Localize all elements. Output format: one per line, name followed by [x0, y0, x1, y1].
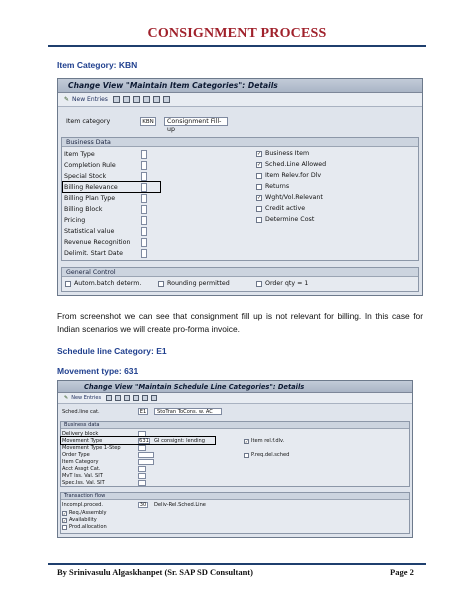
field-label: Pricing: [64, 217, 86, 224]
field-input[interactable]: [138, 466, 146, 472]
checkbox-label: Rounding permitted: [167, 280, 230, 287]
checkbox-label: Item Relev.for Dlv: [265, 172, 322, 179]
check-prod-allocation[interactable]: [62, 524, 107, 530]
delete-icon[interactable]: [123, 96, 130, 103]
toolbar: [58, 393, 412, 404]
details-icon[interactable]: [151, 395, 157, 401]
check-returns[interactable]: [256, 183, 289, 190]
next-entry-icon[interactable]: [142, 395, 148, 401]
checkbox[interactable]: [256, 184, 262, 190]
sched-line-description: StoTran ToCons. w. AC: [154, 408, 222, 415]
undo-icon[interactable]: [124, 395, 130, 401]
pricing-input[interactable]: [141, 216, 147, 225]
completion-rule-input[interactable]: [141, 161, 147, 170]
field-statistical-value: [64, 227, 147, 236]
revenue-recognition-input[interactable]: [141, 238, 147, 247]
next-entry-icon[interactable]: [153, 96, 160, 103]
checkbox[interactable]: ✓: [257, 161, 262, 168]
field-label: Delivery block: [62, 431, 99, 437]
checkbox-label: Autom.batch determ.: [74, 280, 142, 287]
field-completion-rule: [64, 161, 147, 170]
footer-author: By Srinivasulu Algaskhanpet (Sr. SAP SD Consultant): [57, 567, 253, 577]
new-entries-button[interactable]: New Entries: [71, 395, 102, 401]
field-input[interactable]: [138, 445, 146, 451]
billing-relevance-highlight: [62, 181, 161, 193]
field-billing-block: [64, 205, 147, 214]
copy-icon[interactable]: [106, 395, 112, 401]
field-label: MvT Iss. Val. SIT: [62, 473, 103, 479]
sap-item-categories-window: [57, 78, 423, 296]
footer-rule: [48, 563, 426, 565]
field-label: Completion Rule: [64, 162, 116, 169]
check-item-rel-dlv[interactable]: [244, 438, 284, 444]
check-autom-batch[interactable]: [65, 280, 141, 287]
check-credit-active[interactable]: [256, 205, 305, 212]
copy-icon[interactable]: [113, 96, 120, 103]
sl-field-row: [62, 445, 146, 451]
field-pricing: [64, 216, 147, 225]
window-title: Change View "Maintain Item Categories": Details: [58, 79, 422, 93]
sl-field-row: [62, 480, 146, 486]
checkbox-label: Wght/Vol.Relevant: [265, 194, 323, 201]
item-category-description: Consignment Fill-up: [164, 117, 228, 126]
checkbox[interactable]: [256, 217, 262, 223]
field-label: Special Stock: [64, 173, 107, 180]
edit-pencil-icon[interactable]: ✎: [64, 96, 70, 103]
sl-field-row: [62, 452, 154, 458]
sap-schedule-line-window: [57, 380, 413, 538]
field-label: Revenue Recognition: [64, 239, 131, 246]
checkbox-label: Item rel.f.dlv.: [251, 438, 285, 444]
checkbox-label: P.req.del.sched: [251, 452, 290, 458]
checkbox[interactable]: ✓: [63, 517, 67, 523]
checkbox[interactable]: ✓: [257, 194, 262, 201]
field-special-stock: [64, 172, 147, 181]
checkbox-label: Determine Cost: [265, 216, 315, 223]
field-input[interactable]: [138, 480, 146, 486]
sched-line-input[interactable]: E1: [139, 409, 147, 415]
checkbox[interactable]: ✓: [257, 150, 262, 157]
field-label: Spec.Iss. Val. SIT: [62, 480, 105, 486]
field-delimit-start-date: [64, 249, 147, 258]
incompl-input[interactable]: 30: [139, 502, 147, 508]
field-input[interactable]: [138, 473, 146, 479]
field-item-type: [64, 150, 147, 159]
transaction-flow-group: [60, 492, 410, 534]
check-order-qty[interactable]: [256, 280, 308, 287]
field-input[interactable]: [138, 452, 154, 458]
item-category-row: [66, 117, 228, 133]
title-rule: [48, 45, 426, 47]
special-stock-input[interactable]: [141, 172, 147, 181]
undo-icon[interactable]: [133, 96, 140, 103]
sl-field-row: [62, 459, 154, 465]
field-label: Delimit. Start Date: [64, 250, 124, 257]
movement-type-heading: Movement type: 631: [57, 366, 139, 376]
window-title: Change View "Maintain Schedule Line Categories": Details: [58, 381, 412, 393]
movement-type-highlight: [60, 436, 216, 445]
item-category-heading: Item Category: KBN: [57, 60, 138, 70]
sl-field-row: [62, 473, 146, 479]
billing-plan-type-input[interactable]: [141, 194, 147, 203]
checkbox-label: Availability: [69, 517, 97, 523]
checkbox-label: Order qty = 1: [265, 280, 309, 287]
business-data-title: Business Data: [62, 138, 418, 147]
previous-entry-icon[interactable]: [133, 395, 139, 401]
checkbox-label: Sched.Line Allowed: [265, 161, 327, 168]
check-wght-vol-relevant[interactable]: [256, 194, 323, 201]
checkbox[interactable]: [244, 453, 249, 458]
check-req-assembly[interactable]: [62, 510, 107, 516]
field-label: Order Type: [62, 452, 90, 458]
field-label: Item Category: [62, 459, 99, 465]
checkbox[interactable]: [158, 281, 164, 287]
field-label: Movement Type: [62, 438, 103, 444]
check-sched-line-allowed[interactable]: [256, 161, 326, 168]
field-input[interactable]: [138, 459, 154, 465]
checkbox-label: Req./Assembly: [69, 510, 107, 516]
checkbox[interactable]: [256, 206, 262, 212]
sl-field-row: [62, 466, 146, 472]
toolbar: [58, 93, 422, 107]
checkbox-label: Prod.allocation: [69, 524, 107, 530]
footer-page-number: Page 2: [390, 567, 414, 577]
checkbox-label: Returns: [265, 183, 290, 190]
statistical-value-input[interactable]: [141, 227, 147, 236]
schedule-line-heading: Schedule line Category: E1: [57, 346, 167, 356]
new-entries-button[interactable]: New Entries: [72, 96, 108, 103]
general-control-title: General Control: [62, 268, 418, 277]
explanation-paragraph: From screenshot we can see that consignment fill up is not relevant for billing. In this case for Indian scenarios we will create pro-forma invoice.: [57, 311, 423, 334]
field-label: Billing Plan Type: [64, 195, 116, 202]
check-item-relev-dlv[interactable]: [256, 172, 321, 179]
item-category-label: Item category: [66, 118, 111, 125]
field-revenue-recognition: [64, 238, 147, 247]
checkbox[interactable]: [256, 281, 262, 287]
field-label: Billing Relevance: [64, 184, 118, 191]
checkbox[interactable]: [65, 281, 71, 287]
incompl-label: Incompl.proced.: [62, 502, 103, 508]
incompl-proced-row: [62, 502, 206, 508]
item-category-input[interactable]: KBN: [140, 117, 156, 126]
sched-line-row: [62, 408, 222, 415]
item-type-input[interactable]: [141, 150, 147, 159]
check-preq-del-sched[interactable]: [244, 452, 289, 458]
transaction-flow-title: Transaction flow: [61, 493, 409, 500]
incompl-description: Deliv-Rel.Sched.Line: [154, 502, 206, 508]
checkbox[interactable]: ✓: [63, 510, 67, 516]
previous-entry-icon[interactable]: [143, 96, 150, 103]
billing-block-input[interactable]: [141, 205, 147, 214]
business-data-title: Business data: [61, 422, 409, 429]
field-label: Billing Block: [64, 206, 103, 213]
movement-type-input[interactable]: 631: [139, 438, 149, 444]
field-label: Acct Assgt Cat.: [62, 466, 101, 472]
checkbox[interactable]: [256, 173, 262, 179]
field-label: Item Type: [64, 151, 95, 158]
sched-line-label: Sched.line cat.: [62, 408, 100, 415]
delimit-start-date-input[interactable]: [141, 249, 147, 258]
checkbox[interactable]: ✓: [245, 438, 249, 444]
edit-pencil-icon[interactable]: ✎: [64, 395, 69, 401]
movement-type-description: GI consignt: lending: [154, 438, 205, 444]
checkbox-label: Credit active: [265, 205, 306, 212]
check-availability[interactable]: [62, 517, 97, 523]
field-billing-plan-type: [64, 194, 147, 203]
field-label: Movement Type 1-Step: [62, 445, 121, 451]
details-icon[interactable]: [163, 96, 170, 103]
check-determine-cost[interactable]: [256, 216, 314, 223]
check-business-item[interactable]: [256, 150, 309, 157]
checkbox[interactable]: [62, 525, 67, 530]
field-label: Statistical value: [64, 228, 115, 235]
document-title: CONSIGNMENT PROCESS: [147, 26, 327, 41]
check-rounding-permitted[interactable]: [158, 280, 230, 287]
delete-icon[interactable]: [115, 395, 121, 401]
checkbox-label: Business Item: [265, 150, 310, 157]
